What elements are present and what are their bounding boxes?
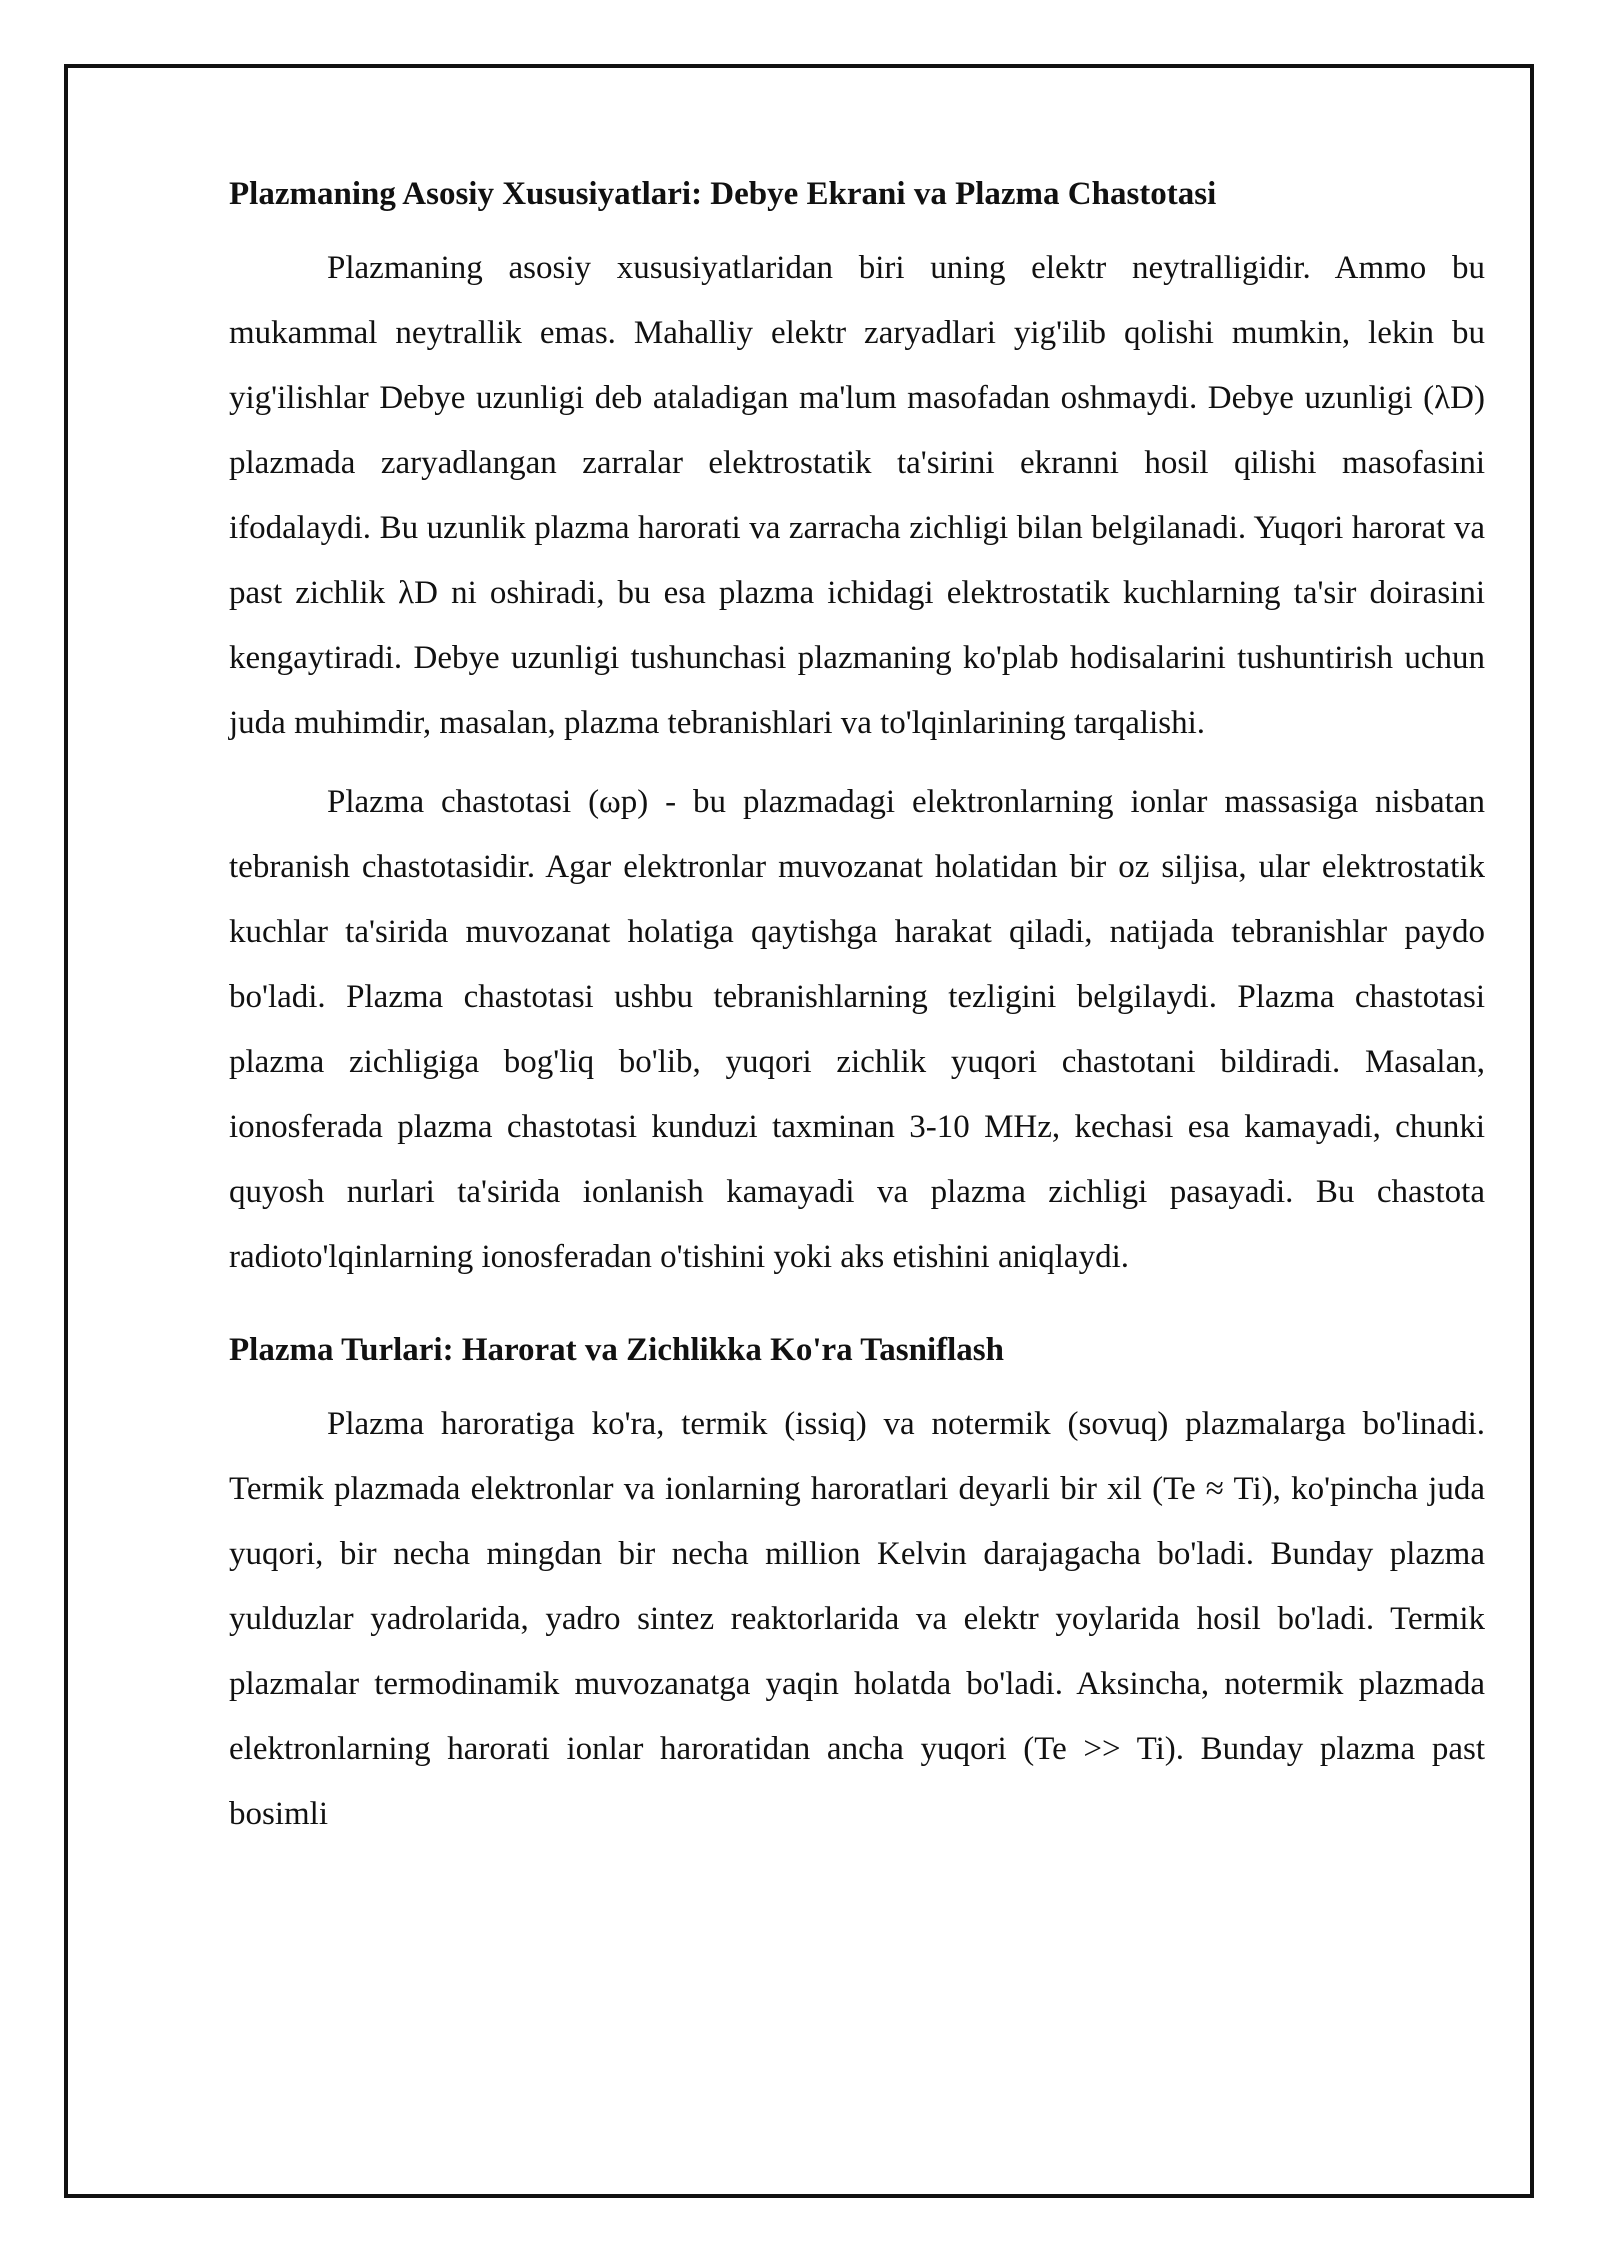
paragraph-plasma-frequency: Plazma chastotasi (ωp) - bu plazmadagi elektronlarning ionlar massasiga nisbatan tebranish chastotasidir. Agar elektronlar muvozanat holatidan bir oz siljisa, ular elektrostatik kuchlar ta'sirida muvozanat holatiga qaytishga harakat qiladi, natijada tebranishlar paydo bo'ladi. Plazma chastotasi ushbu tebranishlarning tezligini belgilaydi. Plazma chastotasi plazma zichligiga bog'liq bo'lib, yuqori zichlik yuqori chastotani bildiradi. Masalan, ionosferada plazma chastotasi kunduzi taxminan 3-10 MHz, kechasi esa kamayadi, chunki quyosh nurlari ta'sirida ionlanish kamayadi va plazma zichligi pasayadi. Bu chastota radioto'lqinlarning ionosferadan o'tishini yoki aks etishini aniqlaydi.	[229, 784, 1485, 1275]
paragraph-debye-length: Plazmaning asosiy xususiyatlaridan biri uning elektr neytralligidir. Ammo bu mukammal neytrallik emas. Mahalliy elektr zaryadlari yig'ilib qolishi mumkin, lekin bu yig'ilishlar Debye uzunligi deb ataladigan ma'lum masofadan oshmaydi. Debye uzunligi (λD) plazmada zaryadlangan zarralar elektrostatik ta'sirini ekranni hosil qilishi masofasini ifodalaydi. Bu uzunlik plazma harorati va zarracha zichligi bilan belgilanadi. Yuqori harorat va past zichlik λD ni oshiradi, bu esa plazma ichidagi elektrostatik kuchlarning ta'sir doirasini kengaytiradi. Debye uzunligi tushunchasi plazmaning ko'plab hodisalarini tushuntirish uchun juda muhimdir, masalan, plazma tebranishlari va to'lqinlarining tarqalishi.	[229, 250, 1485, 741]
section-gap	[229, 1304, 1485, 1326]
section-heading-1: Plazmaning Asosiy Xususiyatlari: Debye Ekrani va Plazma Chastotasi	[229, 176, 1217, 212]
section-heading-2: Plazma Turlari: Harorat va Zichlikka Ko'ra Tasniflash	[229, 1332, 1004, 1368]
document-body	[229, 170, 1485, 1861]
paragraph-plasma-types: Plazma haroratiga ko'ra, termik (issiq) va notermik (sovuq) plazmalarga bo'linadi. Termik plazmada elektronlar va ionlarning haroratlari deyarli bir xil (Te ≈ Ti), ko'pincha juda yuqori, bir necha mingdan bir necha million Kelvin darajagacha bo'ladi. Bunday plazma yulduzlar yadrolarida, yadro sintez reaktorlarida va elektr yoylarida hosil bo'ladi. Termik plazmalar termodinamik muvozanatga yaqin holatda bo'ladi. Aksincha, notermik plazmada elektronlarning harorati ionlar haroratidan ancha yuqori (Te >> Ti). Bunday plazma past bosimli	[229, 1406, 1485, 1832]
